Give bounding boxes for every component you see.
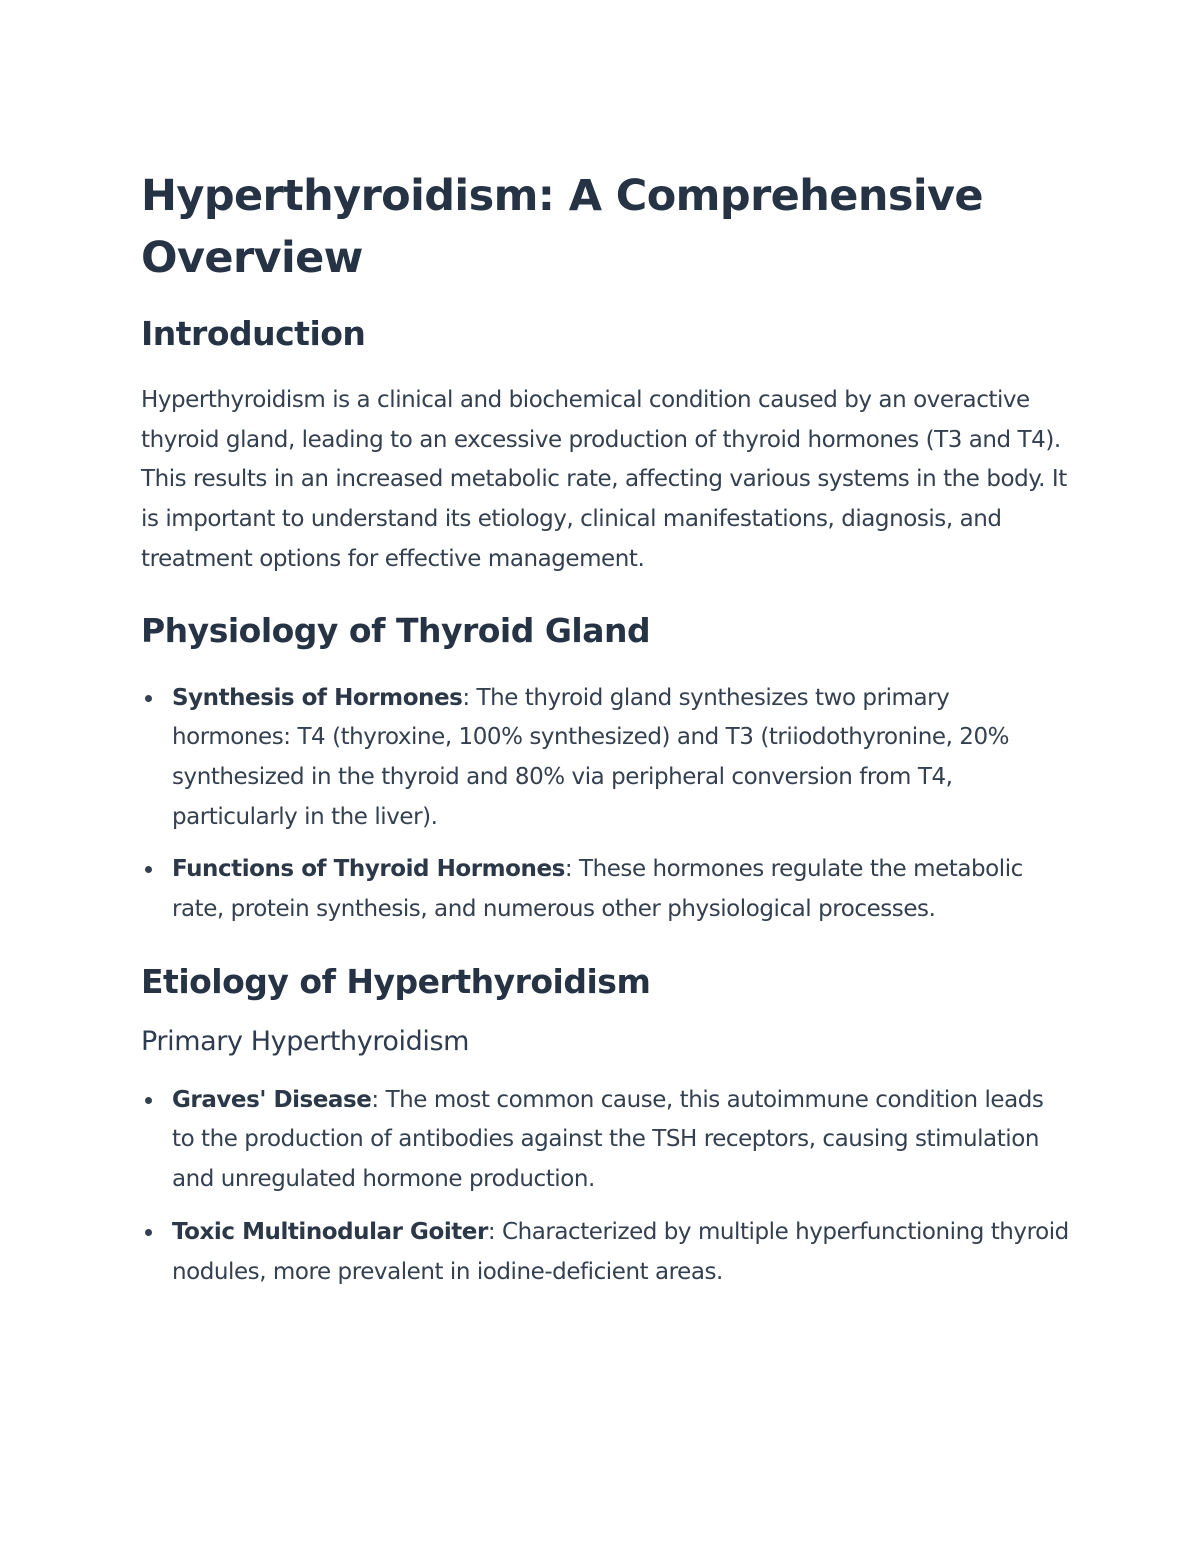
list-item-text: : The thyroid gland synthesizes two primary hormones: T4 (thyroxine, 100% synthesized) and T3 (triiodothyronine, 20% synthesized in the thyroid and 80% via peripheral conversion from T4, particularly in the liver). [172, 684, 1010, 830]
primary-hyperthyroidism-subheading: Primary Hyperthyroidism [141, 1025, 470, 1057]
list-item [141, 679, 1071, 838]
list-item-text: : Characterized by multiple hyperfunctioning thyroid nodules, more prevalent in iodine-deficient areas. [172, 1218, 1069, 1285]
bullet-icon [145, 866, 152, 873]
list-item [141, 1213, 1071, 1292]
document-page [141, 165, 1071, 1292]
list-item-term: Synthesis of Hormones [172, 684, 463, 711]
list-item [141, 1081, 1071, 1200]
etiology-heading: Etiology of Hyperthyroidism [141, 961, 651, 1001]
bullet-icon [145, 695, 152, 702]
list-item-text: : The most common cause, this autoimmune condition leads to the production of antibodies against the TSH receptors, causing stimulation and unregulated hormone production. [172, 1086, 1044, 1193]
list-item-term: Graves' Disease [172, 1086, 372, 1113]
physiology-heading: Physiology of Thyroid Gland [141, 610, 651, 650]
bullet-icon [145, 1229, 152, 1236]
list-item [141, 850, 1071, 929]
introduction-paragraph: Hyperthyroidism is a clinical and biochemical condition caused by an overactive thyroid gland, leading to an excessive production of thyroid hormones (T3 and T4). This results in an increased metabolic rate, affecting various systems in the body. It is important to understand its etiology, clinical manifestations, diagnosis, and treatment options for effective management. [141, 387, 1067, 572]
list-item-text: : These hormones regulate the metabolic rate, protein synthesis, and numerous other physiological processes. [172, 856, 1023, 923]
list-item-term: Toxic Multinodular Goiter [172, 1218, 488, 1245]
document-title: Hyperthyroidism: A Comprehensive Overview [141, 171, 983, 283]
list-item-term: Functions of Thyroid Hormones [172, 856, 565, 883]
physiology-list [141, 679, 1071, 930]
introduction-heading: Introduction [141, 314, 366, 353]
primary-causes-list [141, 1081, 1071, 1293]
bullet-icon [145, 1097, 152, 1104]
